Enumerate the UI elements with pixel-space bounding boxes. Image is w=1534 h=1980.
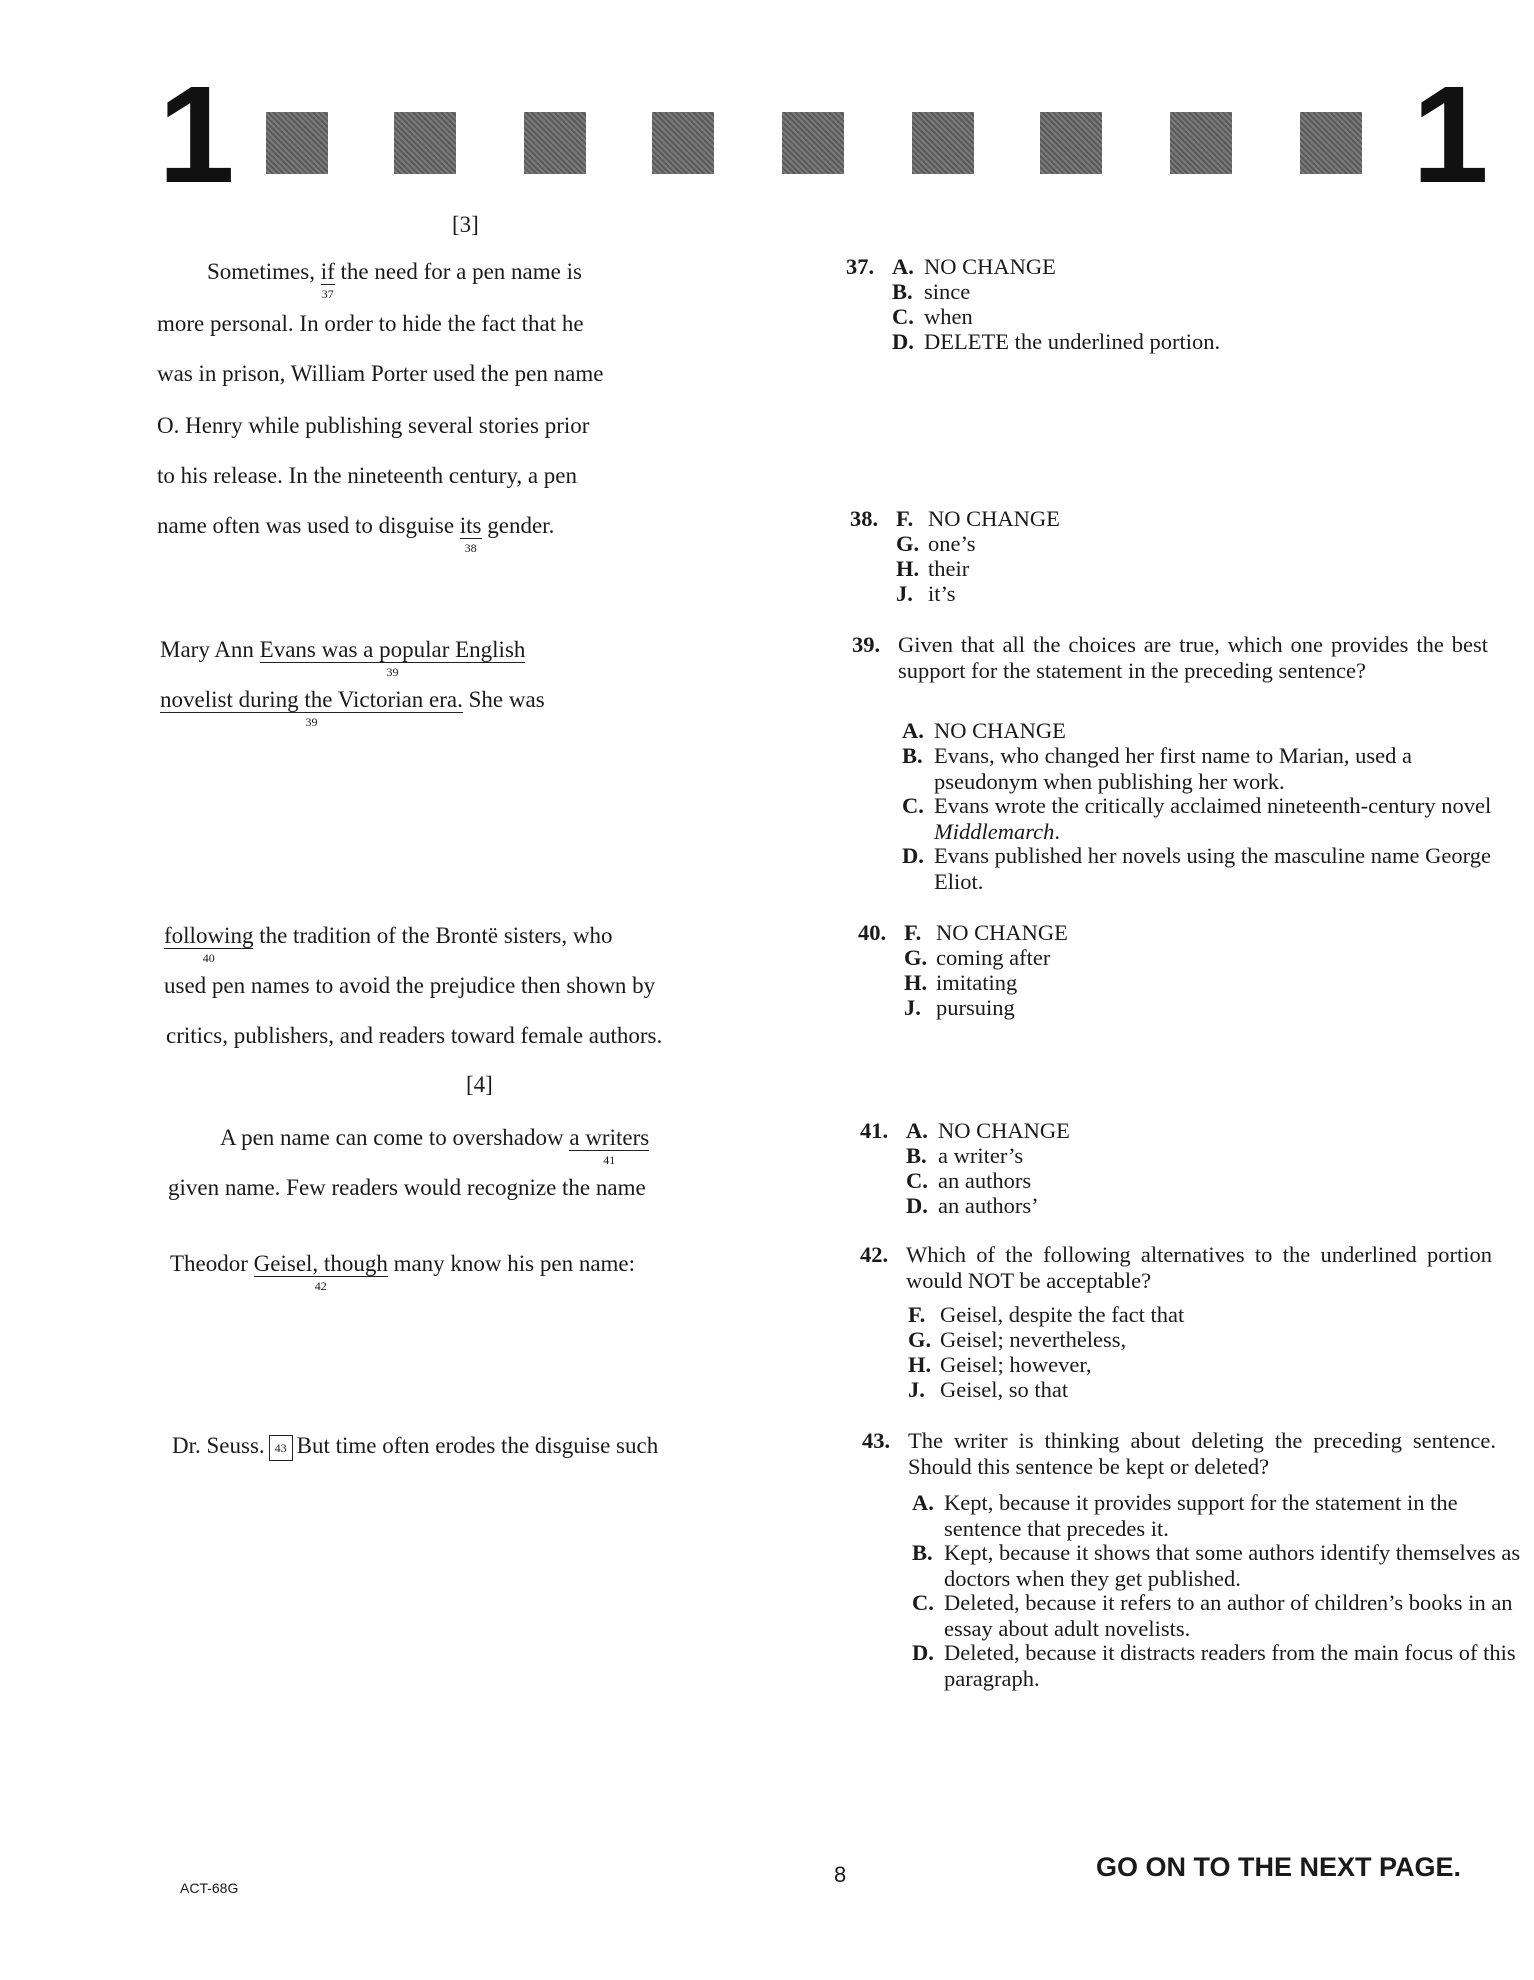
passage-line: novelist during the Victorian era. 39 She was [160, 687, 545, 729]
question-number: 37. [846, 254, 875, 279]
answer-option[interactable]: D. an authors’ [906, 1193, 1039, 1218]
answer-option[interactable]: B. Kept, because it shows that some authors identify themselves as doctors when they get published. [912, 1540, 1521, 1591]
answer-option[interactable]: F. NO CHANGE [896, 506, 1060, 531]
passage-line: following 40 the tradition of the Brontë sisters, who [164, 923, 613, 965]
answer-option[interactable]: C. when [892, 304, 973, 329]
passage-line: Sometimes, if 37 the need for a pen name is [207, 259, 582, 301]
header-block [524, 112, 586, 174]
answer-option[interactable]: D. DELETE the underlined portion. [892, 329, 1221, 354]
question-number: 40. [858, 920, 887, 945]
underlined-portion-37[interactable]: if 37 [320, 259, 335, 301]
question-number: 42. [860, 1242, 889, 1267]
go-on-next-page: GO ON TO THE NEXT PAGE. [1096, 1852, 1462, 1882]
answer-option[interactable]: A. NO CHANGE [902, 718, 1066, 743]
question-number: 39. [852, 632, 881, 657]
answer-option[interactable]: C. Evans wrote the critically acclaimed nineteenth-century novel Middlemarch. [902, 793, 1492, 844]
passage-line: critics, publishers, and readers toward female authors. [166, 1023, 663, 1048]
question-stem: Given that all the choices are true, which one provides the best support for the statement in the preceding sentence? [898, 632, 1488, 683]
answer-option[interactable]: H. their [896, 556, 970, 581]
answer-option[interactable]: G. coming after [904, 945, 1051, 970]
header-block [266, 112, 328, 174]
header-block [1300, 112, 1362, 174]
answer-option[interactable]: D. Evans published her novels using the masculine name George Eliot. [902, 843, 1491, 894]
question-stem: The writer is thinking about deleting the preceding sentence. Should this sentence be kept or deleted? [908, 1428, 1496, 1479]
passage-line: Mary Ann Evans was a popular English 39 [160, 637, 526, 679]
answer-option[interactable]: D. Deleted, because it distracts readers from the main focus of this paragraph. [912, 1640, 1516, 1691]
section-number-right: 1 [1412, 58, 1489, 212]
passage-line: to his release. In the nineteenth century, a pen [157, 463, 578, 488]
passage-line: Dr. Seuss. 43 But time often erodes the disguise such [172, 1432, 658, 1461]
question-box-43[interactable]: 43 [269, 1435, 293, 1461]
passage-line: was in prison, William Porter used the pen name [157, 361, 604, 386]
answer-option[interactable]: C. an authors [906, 1168, 1032, 1193]
question-number: 41. [860, 1118, 889, 1143]
section-number-left: 1 [158, 58, 235, 212]
question-stem: Which of the following alternatives to the underlined portion would NOT be acceptable? [906, 1242, 1492, 1293]
answer-option[interactable]: C. Deleted, because it refers to an author of children’s books in an essay about adult novelists. [912, 1590, 1513, 1641]
header-block [652, 112, 714, 174]
answer-option[interactable]: B. Evans, who changed her first name to Marian, used a pseudonym when publishing her work. [902, 743, 1412, 794]
answer-option[interactable]: J. pursuing [904, 995, 1015, 1020]
answer-option[interactable]: A. NO CHANGE [892, 254, 1056, 279]
page-number: 8 [834, 1862, 847, 1887]
paragraph-label: [3] [452, 212, 479, 237]
question-number: 38. [850, 506, 879, 531]
answer-option[interactable]: H. Geisel; however, [908, 1352, 1092, 1377]
underlined-portion-42[interactable]: Geisel, though 42 [253, 1251, 388, 1293]
answer-option[interactable]: F. Geisel, despite the fact that [908, 1302, 1185, 1327]
header-block [394, 112, 456, 174]
passage-line: name often was used to disguise its 38 gender. [157, 513, 555, 555]
underlined-portion-41[interactable]: a writers 41 [569, 1125, 650, 1167]
header-block [782, 112, 844, 174]
question-number: 43. [862, 1428, 891, 1453]
passage-line: A pen name can come to overshadow a writers 41 [220, 1125, 650, 1167]
answer-option[interactable]: B. a writer’s [906, 1143, 1024, 1168]
passage-line: O. Henry while publishing several stories prior [157, 413, 590, 438]
header-block [1170, 112, 1232, 174]
answer-option[interactable]: H. imitating [904, 970, 1018, 995]
paragraph-label: [4] [466, 1072, 493, 1097]
answer-option[interactable]: G. one’s [896, 531, 976, 556]
answer-option[interactable]: J. it’s [896, 581, 956, 606]
form-code: ACT-68G [180, 1880, 239, 1896]
answer-option[interactable]: B. since [892, 279, 971, 304]
passage-line: given name. Few readers would recognize the name [168, 1175, 646, 1200]
answer-option[interactable]: J. Geisel, so that [908, 1377, 1069, 1402]
answer-option[interactable]: A. NO CHANGE [906, 1118, 1070, 1143]
underlined-portion-40[interactable]: following 40 [164, 923, 254, 965]
answer-option[interactable]: G. Geisel; nevertheless, [908, 1327, 1127, 1352]
answer-option[interactable]: A. Kept, because it provides support for the statement in the sentence that precedes it. [912, 1490, 1458, 1541]
underlined-portion-39[interactable]: Evans was a popular English 39 [259, 637, 526, 679]
underlined-portion-38[interactable]: its 38 [459, 513, 482, 555]
underlined-portion-39-continued[interactable]: novelist during the Victorian era. 39 [160, 687, 463, 729]
header-block [1040, 112, 1102, 174]
passage-line: used pen names to avoid the prejudice then shown by [164, 973, 656, 998]
passage-line: more personal. In order to hide the fact that he [157, 311, 584, 336]
answer-option[interactable]: F. NO CHANGE [904, 920, 1068, 945]
header-block [912, 112, 974, 174]
passage-line: Theodor Geisel, though 42 many know his pen name: [170, 1251, 636, 1293]
